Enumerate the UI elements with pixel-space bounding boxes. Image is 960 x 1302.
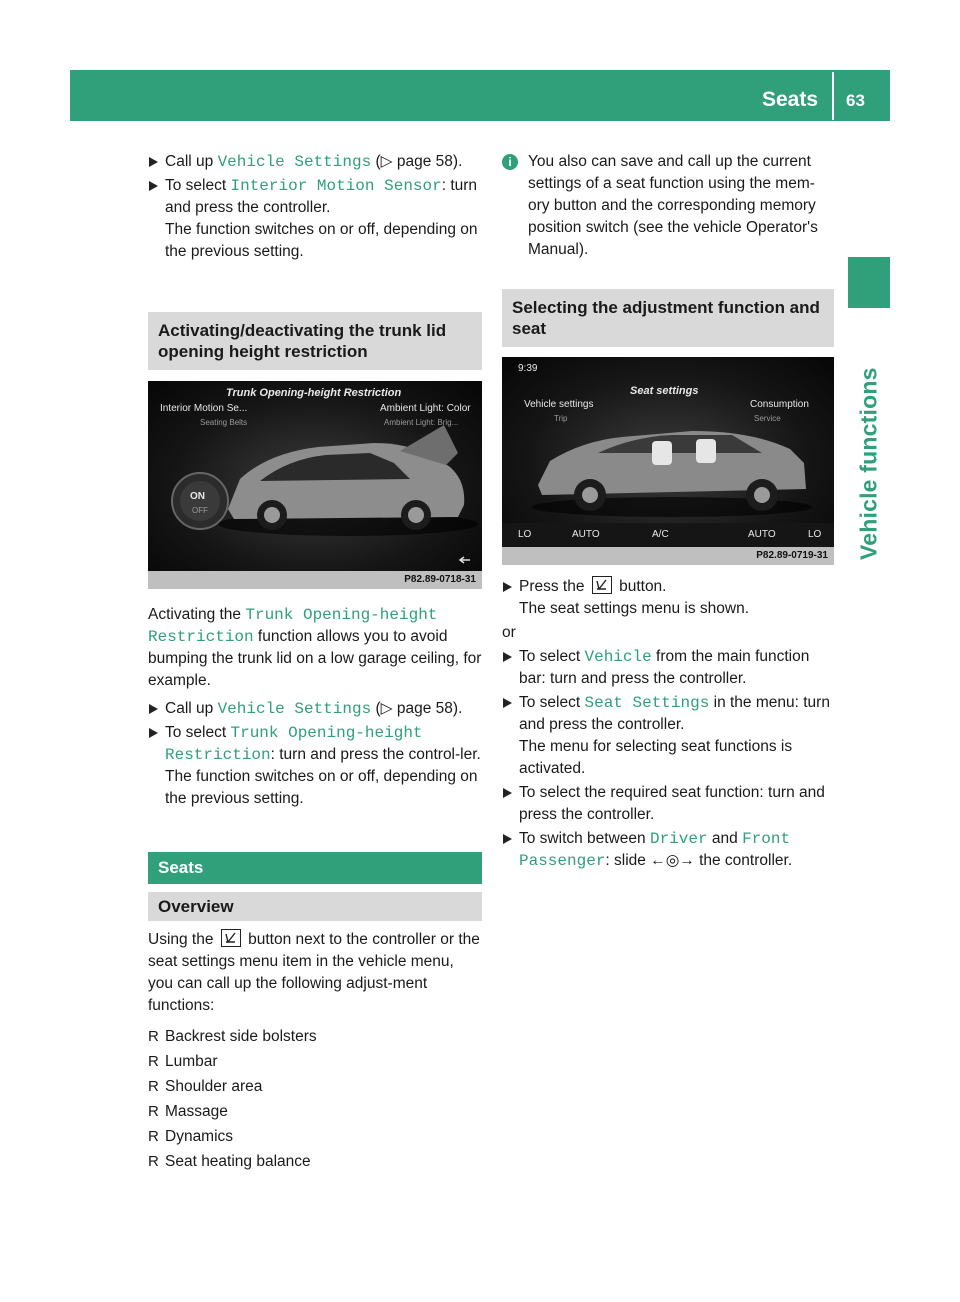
step-result: The seat settings menu is shown. bbox=[519, 600, 750, 617]
controller-slide-icon: ←◎→ bbox=[650, 852, 695, 869]
step-call-up-vehicle-settings: Call up Vehicle Settings (▷ page 58). bbox=[148, 151, 482, 173]
seat-button-icon bbox=[592, 576, 612, 594]
step-select-trunk-opening-height: To select Trunk Opening-height Restriction: turn and press the control-ler. bbox=[148, 722, 482, 766]
step-result-menu: The menu for selecting seat functions is activated. bbox=[519, 738, 793, 777]
step-select-seat-settings: To select Seat Settings in the menu: turn and press the controller. bbox=[502, 692, 834, 736]
function-item: R Dynamics bbox=[148, 1126, 482, 1148]
seat-settings-screenshot: 9:39 Seat settings Vehicle settings Trip Consumption Service LO AUTO A/C AUTO LO P82.89-0719-31 bbox=[502, 357, 834, 565]
function-item: R Backrest side bolsters bbox=[148, 1026, 482, 1048]
step-press-seat-button: Press the button. bbox=[502, 576, 834, 598]
left-column bbox=[148, 151, 482, 1176]
back-arrow-icon bbox=[458, 555, 472, 565]
step-call-up-vehicle-settings-2: Call up Vehicle Settings (▷ page 58). bbox=[148, 698, 482, 720]
step-result: The function switches on or off, depending on the previous setting. bbox=[165, 221, 478, 260]
header-section-title: Seats bbox=[762, 88, 819, 111]
step-switch-driver-passenger: To switch between Driver and Front Passenger: slide ←◎→ the controller. bbox=[502, 828, 834, 872]
trunk-screenshot: Trunk Opening-height Restriction Interior Motion Se... Seating Belts Ambient Light: Color Ambient Light: Brig... ON OFF P82.89-0718-31 bbox=[148, 381, 482, 589]
car-seats-illustration bbox=[502, 357, 834, 547]
function-item: R Seat heating balance bbox=[148, 1151, 482, 1173]
section-heading-overview: Overview bbox=[148, 892, 482, 921]
step-select-interior-motion-sensor: To select Interior Motion Sensor: turn and press the controller. bbox=[148, 175, 482, 219]
step-result-2: The function switches on or off, depending on the previous setting. bbox=[165, 768, 478, 807]
or-text: or bbox=[502, 624, 516, 641]
section-heading-seats: Seats bbox=[148, 852, 482, 884]
menu-code: Vehicle Settings bbox=[217, 153, 372, 171]
function-item: R Lumbar bbox=[148, 1051, 482, 1073]
header-divider bbox=[832, 72, 834, 120]
right-column bbox=[502, 151, 834, 874]
chapter-tab-block bbox=[848, 257, 890, 308]
step-select-seat-function: To select the required seat function: turn and press the controller. bbox=[502, 782, 834, 826]
info-note: i You also can save and call up the current settings of a seat function using the mem-ory button and the corresponding memory position switch (see the vehicle Operator's Manual). bbox=[502, 151, 834, 261]
section-heading-trunk: Activating/deactivating the trunk lid opening height restriction bbox=[148, 312, 482, 370]
chapter-label: Vehicle functions bbox=[855, 367, 882, 560]
seat-button-icon bbox=[221, 929, 241, 947]
step-select-vehicle: To select Vehicle from the main function bar: turn and press the controller. bbox=[502, 646, 834, 690]
overview-text: Using the button next to the controller or the seat settings menu item in the vehicle menu, you can call up the following adjust-ment functions: bbox=[148, 931, 480, 1014]
info-icon: i bbox=[502, 154, 518, 170]
trunk-description: Activating the Trunk Opening-height Restriction function allows you to avoid bumping the trunk lid on a low garage ceiling, for example. bbox=[148, 606, 482, 689]
page-number: 63 bbox=[846, 91, 865, 110]
function-item: R Massage bbox=[148, 1101, 482, 1123]
function-item: R Shoulder area bbox=[148, 1076, 482, 1098]
car-trunk-illustration bbox=[148, 381, 482, 571]
menu-code: Interior Motion Sensor bbox=[230, 177, 442, 195]
section-heading-select-seat: Selecting the adjustment function and seat bbox=[502, 289, 834, 347]
